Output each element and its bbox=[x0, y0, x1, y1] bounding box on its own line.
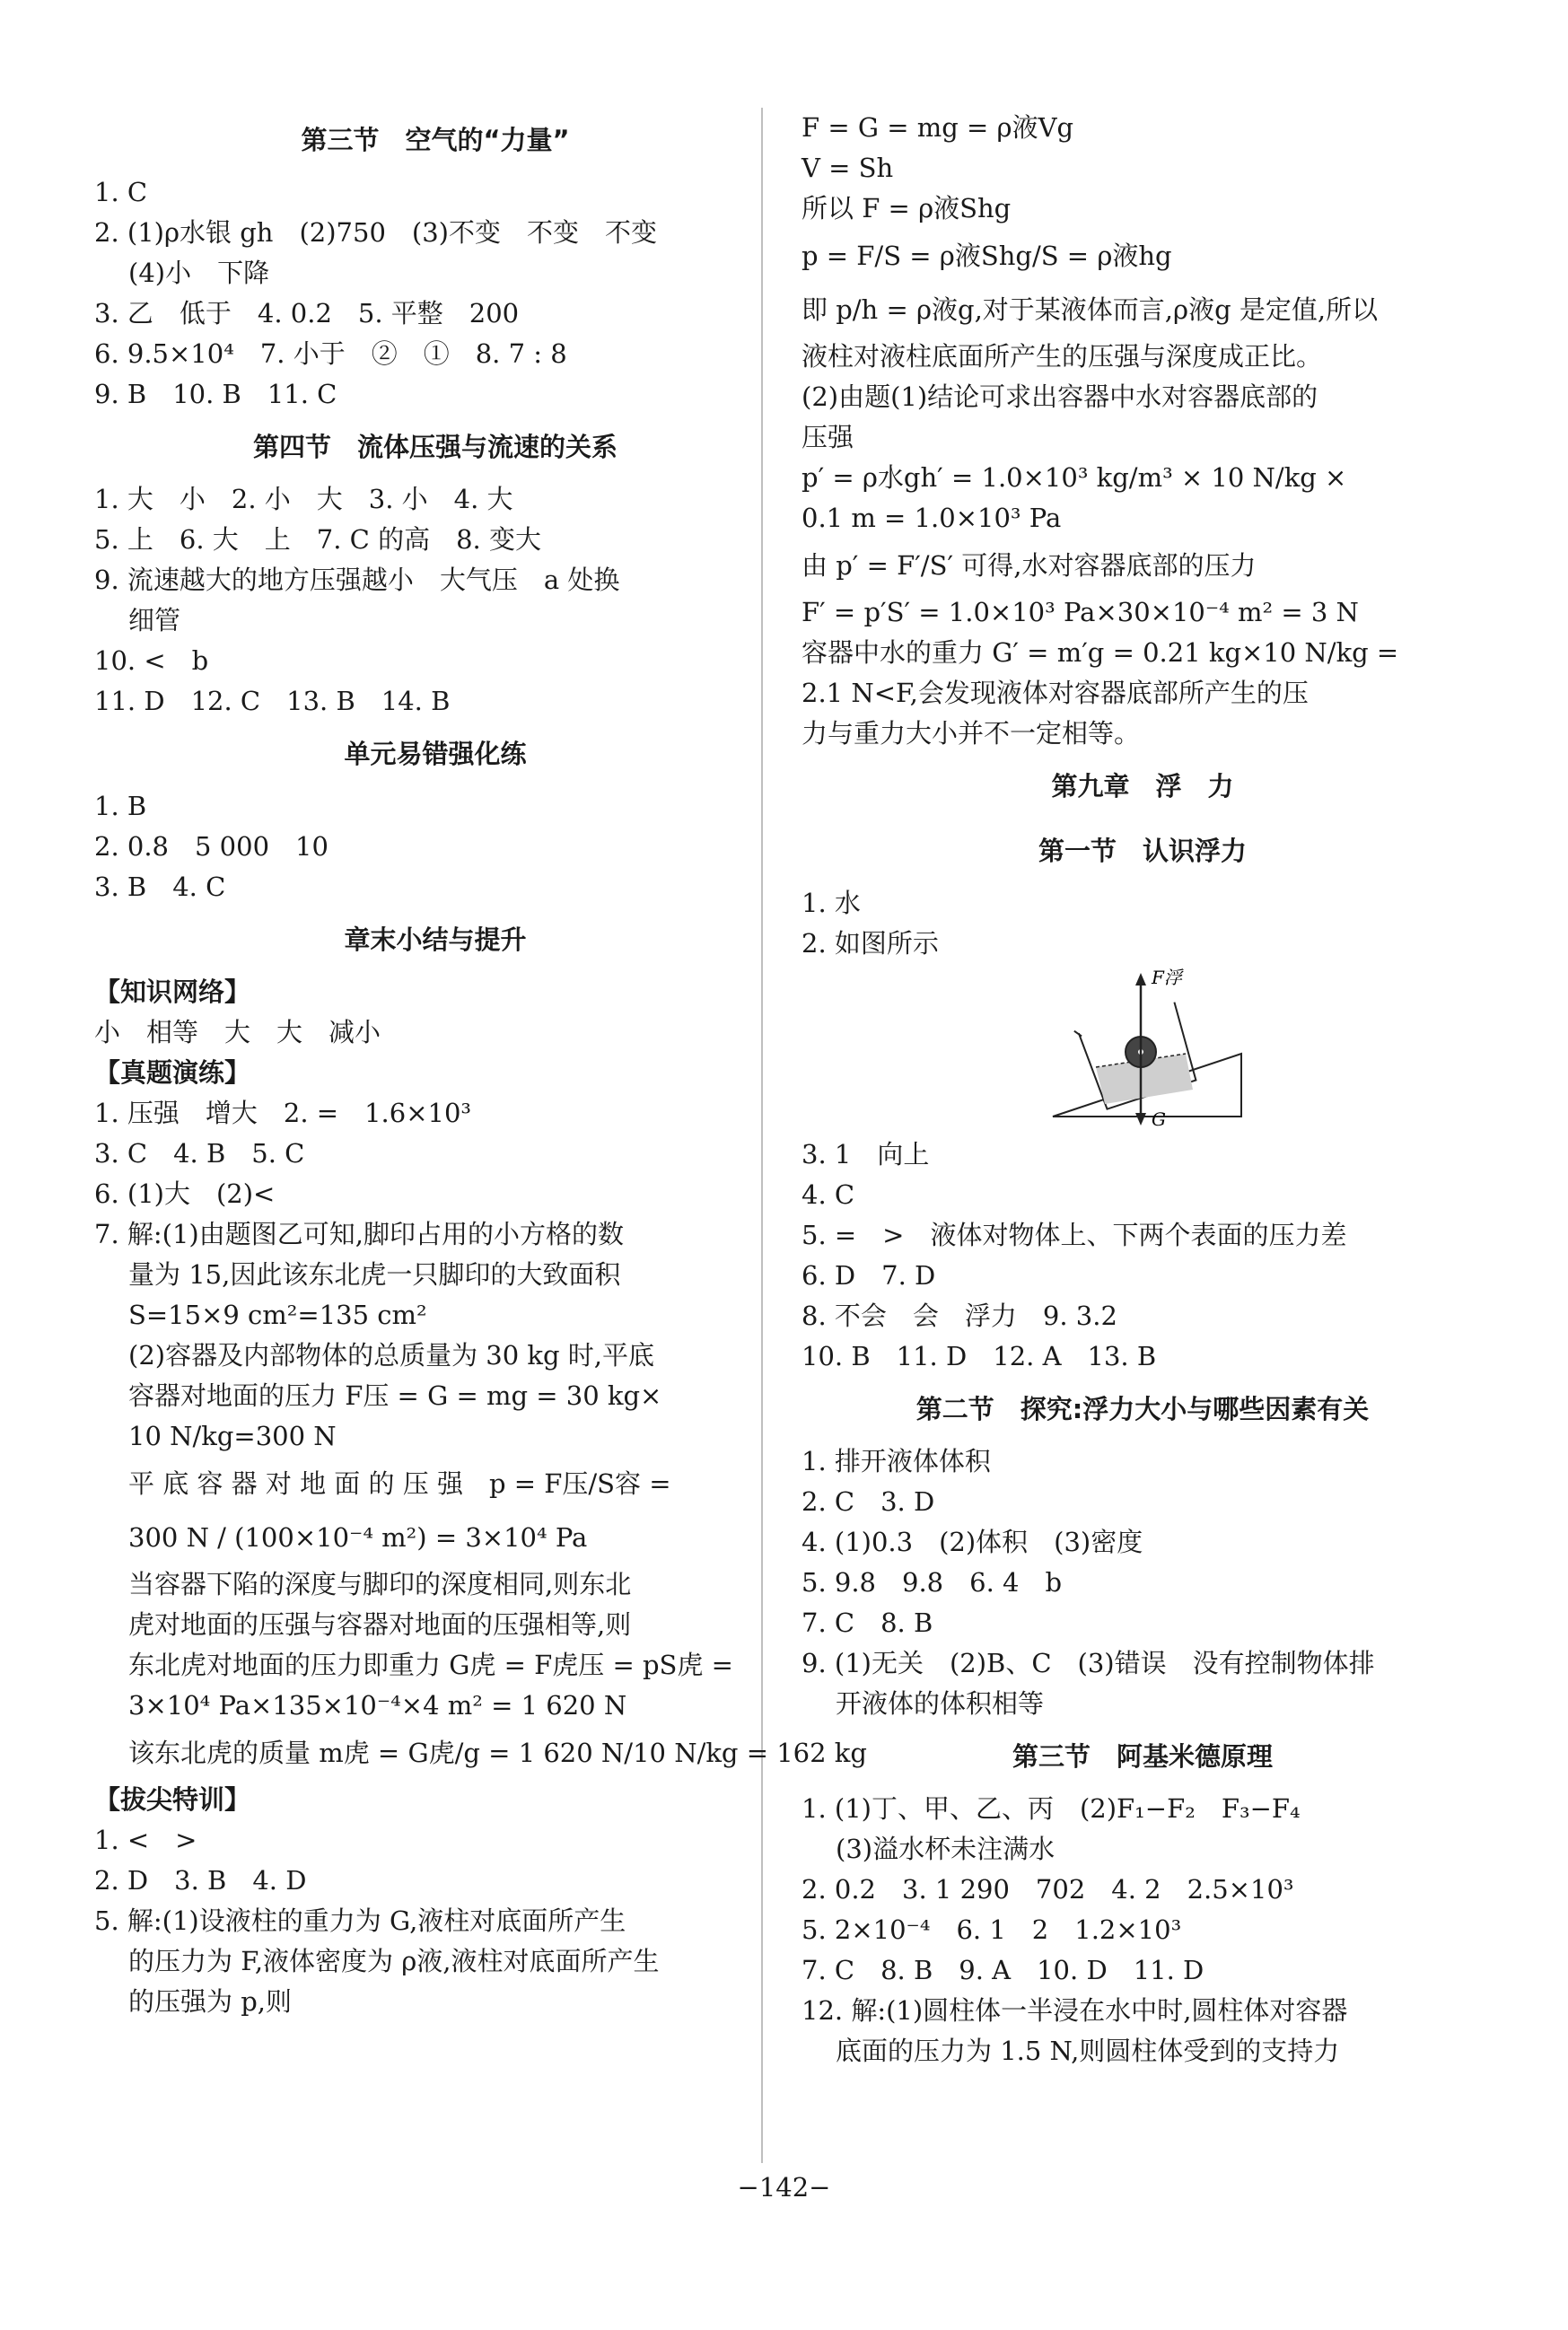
section-title: 单元易错强化练 bbox=[344, 739, 527, 769]
answer-line: 东北虎对地面的压力即重力 G虎 = F虎压 = pS虎 = bbox=[128, 1650, 733, 1680]
answer-line: 7. C 8. B 9. A 10. D 11. D bbox=[802, 1955, 1204, 1985]
answer-line: 10 N/kg=300 N bbox=[128, 1421, 337, 1451]
answer-line: 容器中水的重力 G′ = m′g = 0.21 kg×10 N/kg = bbox=[802, 637, 1399, 668]
answer-line: F′ = p′S′ = 1.0×10³ Pa×30×10⁻⁴ m² = 3 N bbox=[802, 597, 1359, 627]
answer-line: 5. 2×10⁻⁴ 6. 1 2 1.2×10³ bbox=[802, 1914, 1182, 1945]
answer-line: 力与重力大小并不一定相等。 bbox=[802, 718, 1141, 749]
answer-line: 2. (1)ρ水银 gh (2)750 (3)不变 不变 不变 bbox=[94, 217, 657, 248]
chapter-title: 第九章 浮 力 bbox=[1051, 771, 1234, 801]
answer-line: 开液体的体积相等 bbox=[836, 1688, 1045, 1719]
section-title: 第四节 流体压强与流速的关系 bbox=[252, 432, 618, 462]
answer-line: (2)容器及内部物体的总质量为 30 kg 时,平底 bbox=[128, 1340, 654, 1371]
answer-line: 8. 不会 会 浮力 9. 3.2 bbox=[802, 1301, 1117, 1331]
answer-line: 1. C bbox=[94, 177, 148, 207]
subsection-tag: 【知识网络】 bbox=[94, 977, 251, 1007]
section-title: 章末小结与提升 bbox=[344, 924, 527, 955]
answer-line: 2. C 3. D bbox=[802, 1486, 935, 1517]
answer-line: 11. D 12. C 13. B 14. B bbox=[94, 686, 451, 716]
formula-line: 该东北虎的质量 m虎 = G虎/g = 1 620 N/10 N/kg = 162 kg bbox=[128, 1738, 867, 1768]
buoyancy-diagram bbox=[802, 964, 1484, 1134]
formula-line: 所以 F = ρ液Shg bbox=[802, 193, 1012, 223]
buoyancy-label: F浮 bbox=[1152, 967, 1182, 988]
formula-line: 平 底 容 器 对 地 面 的 压 强 p = F压/S容 = bbox=[128, 1468, 671, 1499]
answer-line: 9. (1)无关 (2)B、C (3)错误 没有控制物体排 bbox=[802, 1648, 1375, 1678]
incline-beaker-figure bbox=[1035, 964, 1250, 1130]
answer-line: 2. D 3. B 4. D bbox=[94, 1865, 307, 1896]
answer-line: 5. 9.8 9.8 6. 4 b bbox=[802, 1567, 1063, 1598]
answer-line: 6. 9.5×10⁴ 7. 小于 ② ① 8. 7 : 8 bbox=[94, 338, 567, 369]
answer-line: 3. C 4. B 5. C bbox=[94, 1138, 305, 1169]
answer-line: 1. 压强 增大 2. = 1.6×10³ bbox=[94, 1098, 472, 1128]
answer-line: 小 相等 大 大 减小 bbox=[94, 1017, 381, 1047]
subsection-tag: 【真题演练】 bbox=[94, 1057, 251, 1088]
formula-line: p = F/S = ρ液Shg/S = ρ液hg bbox=[802, 241, 1172, 271]
answer-line: S=15×9 cm²=135 cm² bbox=[128, 1300, 427, 1330]
answer-line: 3×10⁴ Pa×135×10⁻⁴×4 m² = 1 620 N bbox=[128, 1690, 627, 1721]
answer-line: 10. < b bbox=[94, 645, 209, 676]
answer-line: 2. 如图所示 bbox=[802, 928, 939, 959]
answer-line: 5. 上 6. 大 上 7. C 的高 8. 变大 bbox=[94, 524, 541, 555]
formula-line: 由 p′ = F′/S′ 可得,水对容器底部的压力 bbox=[802, 550, 1257, 581]
answer-line: 1. (1)丁、甲、乙、丙 (2)F₁−F₂ F₃−F₄ bbox=[802, 1793, 1301, 1824]
answer-line: 6. D 7. D bbox=[802, 1260, 936, 1291]
formula-line: F = G = mg = ρ液Vg bbox=[802, 112, 1074, 143]
answer-line: 9. B 10. B 11. C bbox=[94, 379, 337, 409]
section-title: 第二节 探究:浮力大小与哪些因素有关 bbox=[915, 1394, 1370, 1424]
answer-line: 12. 解:(1)圆柱体一半浸在水中时,圆柱体对容器 bbox=[802, 1995, 1348, 2026]
answer-line: 1. B bbox=[94, 791, 147, 821]
answer-line: 的压力为 F,液体密度为 ρ液,液柱对底面所产生 bbox=[128, 1946, 660, 1976]
answer-line: 3. 乙 低于 4. 0.2 5. 平整 200 bbox=[94, 298, 520, 328]
answer-line: 7. C 8. B bbox=[802, 1607, 933, 1638]
answer-line: 量为 15,因此该东北虎一只脚印的大致面积 bbox=[128, 1259, 621, 1290]
answer-line: 细管 bbox=[128, 605, 181, 635]
section-title: 第三节 空气的“力量” bbox=[301, 125, 570, 155]
answer-line: 5. 解:(1)设液柱的重力为 G,液柱对底面所产生 bbox=[94, 1905, 626, 1936]
answer-line: 4. (1)0.3 (2)体积 (3)密度 bbox=[802, 1527, 1143, 1557]
right-column bbox=[802, 108, 1484, 2072]
section-title: 第一节 认识浮力 bbox=[1038, 836, 1247, 866]
answer-line: 2. 0.8 5 000 10 bbox=[94, 831, 328, 862]
answer-line: 压强 bbox=[802, 422, 854, 452]
answer-line: 当容器下陷的深度与脚印的深度相同,则东北 bbox=[128, 1569, 632, 1599]
answer-line: 3. 1 向上 bbox=[802, 1139, 930, 1169]
answer-line: (3)溢水杯未注满水 bbox=[836, 1834, 1056, 1864]
page-number: −142− bbox=[737, 2172, 831, 2203]
formula-line: V = Sh bbox=[802, 153, 894, 183]
answer-line: 液柱对液柱底面所产生的压强与深度成正比。 bbox=[802, 341, 1323, 372]
answer-line: 4. C bbox=[802, 1179, 855, 1210]
gravity-label: G bbox=[1152, 1108, 1166, 1130]
answer-line: 1. 水 bbox=[802, 888, 861, 918]
answer-line: 2. 0.2 3. 1 290 702 4. 2 2.5×10³ bbox=[802, 1874, 1294, 1905]
answer-line: 1. 排开液体体积 bbox=[802, 1446, 991, 1476]
answer-line: p′ = ρ水gh′ = 1.0×10³ kg/m³ × 10 N/kg × bbox=[802, 462, 1347, 493]
answer-line: 7. 解:(1)由题图乙可知,脚印占用的小方格的数 bbox=[94, 1219, 624, 1249]
answer-line: 1. < > bbox=[94, 1825, 197, 1855]
formula-line: 300 N / (100×10⁻⁴ m²) = 3×10⁴ Pa bbox=[128, 1522, 588, 1553]
answer-line: 1. 大 小 2. 小 大 3. 小 4. 大 bbox=[94, 484, 513, 514]
answer-line: 10. B 11. D 12. A 13. B bbox=[802, 1341, 1157, 1371]
answer-line: 0.1 m = 1.0×10³ Pa bbox=[802, 503, 1062, 533]
answer-line: 容器对地面的压力 F压 = G = mg = 30 kg× bbox=[128, 1380, 662, 1411]
answer-line: 9. 流速越大的地方压强越小 大气压 a 处换 bbox=[94, 565, 620, 595]
answer-line: 虎对地面的压强与容器对地面的压强相等,则 bbox=[128, 1609, 632, 1640]
answer-line: (2)由题(1)结论可求出容器中水对容器底部的 bbox=[802, 381, 1318, 412]
answer-line: 即 p/h = ρ液g,对于某液体而言,ρ液g 是定值,所以 bbox=[802, 294, 1379, 325]
section-title: 第三节 阿基米德原理 bbox=[1012, 1741, 1273, 1772]
answer-line: 的压强为 p,则 bbox=[128, 1986, 293, 2017]
answer-line: 2.1 N<F,会发现液体对容器底部所产生的压 bbox=[802, 678, 1309, 708]
answer-line: 底面的压力为 1.5 N,则圆柱体受到的支持力 bbox=[836, 2036, 1340, 2066]
answer-line: (4)小 下降 bbox=[128, 258, 270, 288]
answer-line: 3. B 4. C bbox=[94, 872, 226, 902]
subsection-tag: 【拔尖特训】 bbox=[94, 1784, 251, 1815]
answer-line: 6. (1)大 (2)< bbox=[94, 1178, 276, 1209]
answer-line: 5. = > 液体对物体上、下两个表面的压力差 bbox=[802, 1220, 1347, 1250]
